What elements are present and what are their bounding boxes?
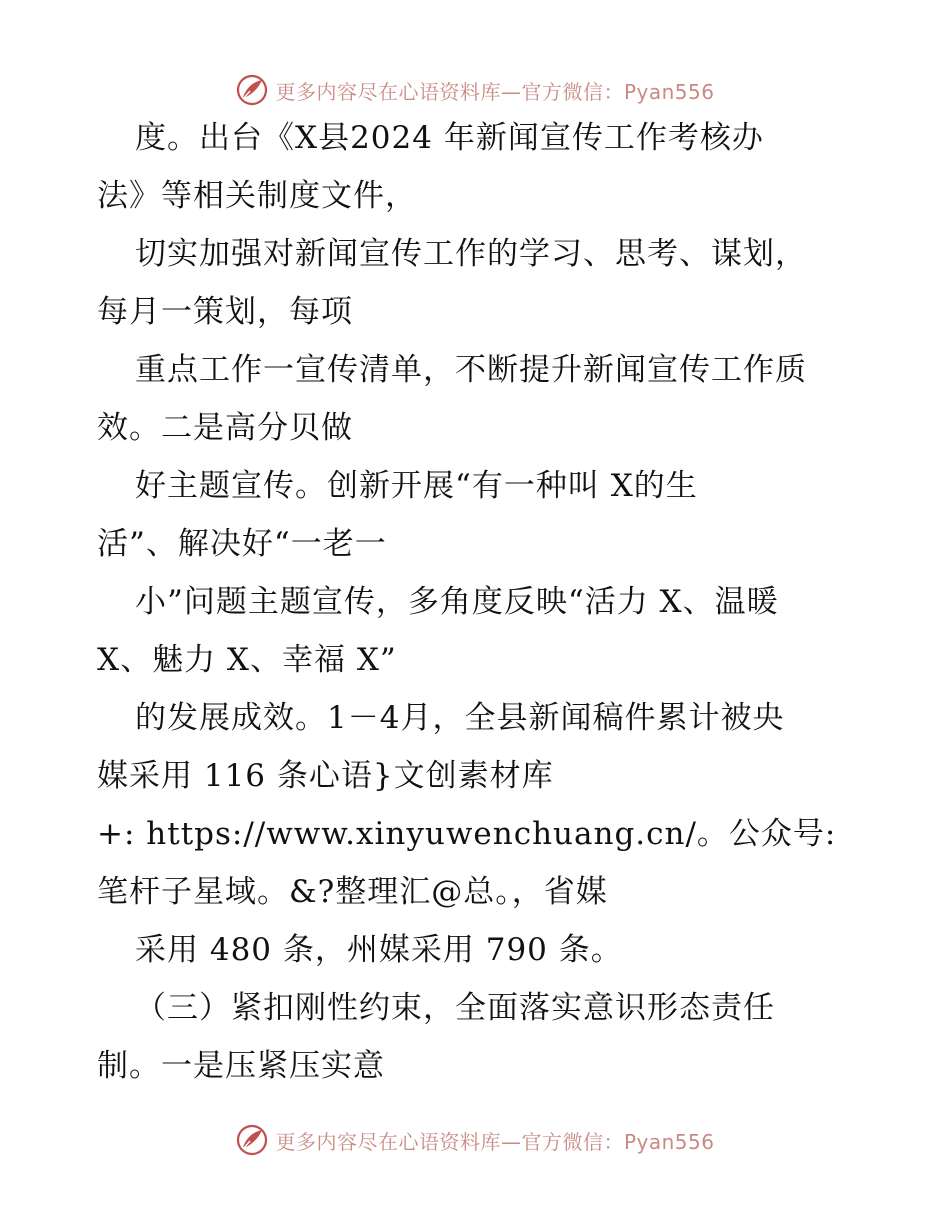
- text-line-14: 笔杆子星域。&?整理汇@总。，省媒: [97, 874, 608, 910]
- text-line-12: 媒采用 116 条心语}文创素材库: [97, 758, 554, 794]
- text-line-3: 切实加强对新闻宣传工作的学习、思考、谋划，: [135, 236, 807, 272]
- text-line-6: 效。二是高分贝做: [97, 410, 353, 446]
- text-line-10: X、魅力 X、幸福 X”: [97, 642, 397, 678]
- text-line-15: 采用 480 条，州媒采用 790 条。: [135, 932, 623, 968]
- text-line-13: +: https://www.xinyuwenchuang.cn/。公众号:: [97, 816, 837, 852]
- text-line-4: 每月一策划，每项: [97, 294, 353, 330]
- feather-pen-logo-icon: [235, 73, 269, 107]
- text-line-1: 度。出台《X县2024 年新闻宣传工作考核办: [135, 120, 764, 156]
- text-line-17: 制。一是压紧压实意: [97, 1048, 385, 1084]
- watermark-group-footer: [235, 1123, 714, 1157]
- feather-pen-logo-icon: [235, 1123, 269, 1157]
- footer-watermark: [0, 1120, 950, 1160]
- watermark-group: [235, 73, 714, 107]
- watermark-text-footer: 更多内容尽在心语资料库—官方微信：Pyan556: [275, 1129, 715, 1154]
- text-line-11: 的发展成效。1－4月，全县新闻稿件累计被央: [135, 700, 785, 736]
- watermark-text: 更多内容尽在心语资料库—官方微信：Pyan556: [275, 79, 715, 104]
- text-line-7: 好主题宣传。创新开展“有一种叫 X的生: [135, 468, 698, 504]
- text-line-8: 活”、解决好“一老一: [97, 526, 387, 562]
- text-line-2: 法》等相关制度文件，: [97, 178, 417, 214]
- text-line-16: （三）紧扣刚性约束，全面落实意识形态责任: [135, 990, 775, 1026]
- text-line-5: 重点工作一宣传清单，不断提升新闻宣传工作质: [135, 352, 807, 388]
- text-line-9: 小”问题主题宣传，多角度反映“活力 X、温暖: [135, 584, 779, 620]
- header-watermark: [0, 70, 950, 110]
